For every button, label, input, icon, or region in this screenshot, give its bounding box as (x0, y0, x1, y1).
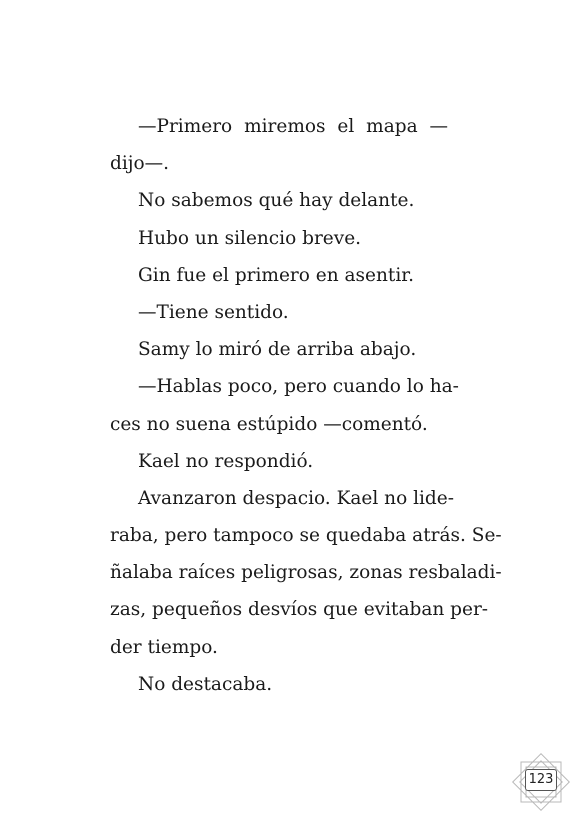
text-line: —Primero miremos el mapa — (138, 116, 448, 137)
page-number-ornament (511, 752, 571, 812)
text-line: ces no suena estúpido —comentó. (110, 413, 428, 435)
text-line: Avanzaron despacio. Kael no lide- (138, 487, 454, 509)
text-line: No sabemos qué hay delante. (138, 190, 415, 212)
text-line: Samy lo miró de arriba abajo. (138, 339, 417, 361)
body-text (110, 108, 502, 703)
text-line: —Hablas poco, pero cuando lo ha- (138, 376, 459, 398)
text-line: —Tiene sentido. (138, 301, 289, 323)
text-line: der tiempo. (110, 636, 218, 658)
text-line: ñalaba raíces peligrosas, zonas resbaladi- (110, 562, 502, 584)
text-line: zas, pequeños desvíos que evitaban per- (110, 599, 489, 621)
text-line: Kael no respondió. (138, 450, 314, 472)
text-line: raba, pero tampoco se quedaba atrás. Se- (110, 525, 502, 547)
text-line: No destacaba. (138, 673, 273, 695)
text-line: Hubo un silencio breve. (138, 227, 362, 249)
text-line: Gin fue el primero en asentir. (138, 264, 414, 286)
page-number: 123 (525, 769, 557, 791)
text-line: dijo—. (110, 153, 170, 175)
